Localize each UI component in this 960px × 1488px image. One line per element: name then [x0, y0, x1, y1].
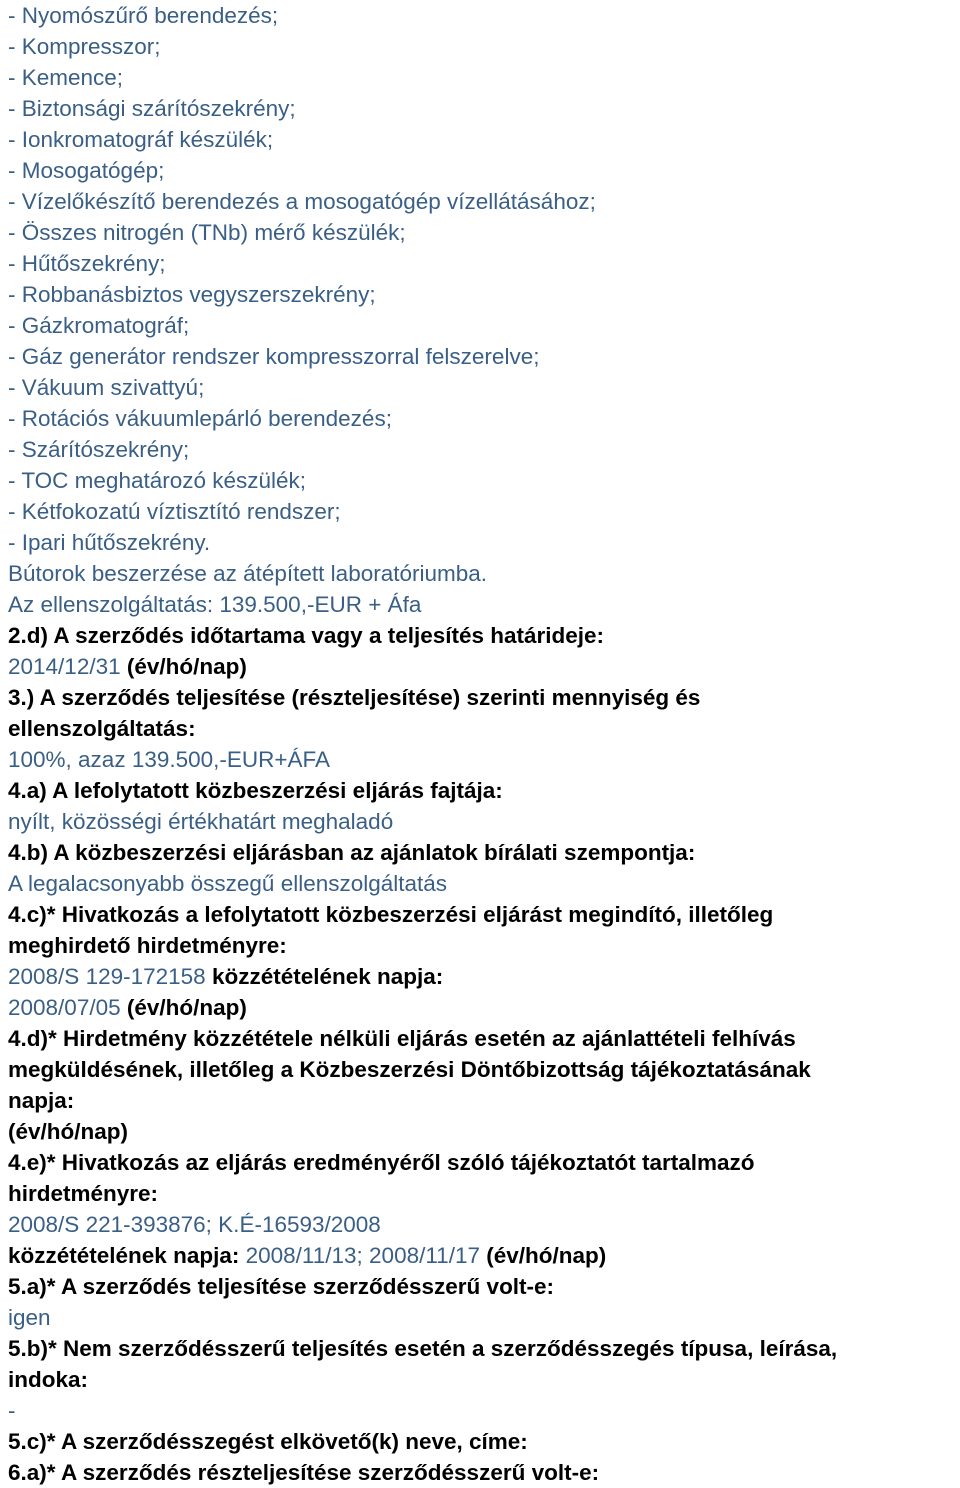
- list-item: - Kompresszor;: [8, 34, 161, 59]
- section-5a-label: 5.a)* A szerződés teljesítése szerződésszerű volt-e:: [8, 1274, 555, 1299]
- list-item: - Ionkromatográf készülék;: [8, 127, 274, 152]
- list-item: - Kemence;: [8, 65, 124, 90]
- list-item: - Rotációs vákuumlepárló berendezés;: [8, 406, 392, 431]
- section-4d-label-line1: 4.d)* Hirdetmény közzététele nélküli eljárás esetén az ajánlattételi felhívás: [8, 1026, 796, 1051]
- date-format-hint: (év/hó/nap): [479, 1243, 607, 1268]
- section-3-value: 100%, azaz 139.500,-EUR+ÁFA: [8, 747, 331, 772]
- list-item: - Hűtőszekrény;: [8, 251, 166, 276]
- list-item: - Gázkromatográf;: [8, 313, 190, 338]
- date-format-hint: (év/hó/nap): [8, 1119, 129, 1144]
- list-item: - Ipari hűtőszekrény.: [8, 530, 211, 555]
- list-item: - Összes nitrogén (TNb) mérő készülék;: [8, 220, 406, 245]
- section-4c-label-line1: 4.c)* Hivatkozás a lefolytatott közbeszerzési eljárást megindító, illetőleg: [8, 902, 774, 927]
- section-2d-label: 2.d) A szerződés időtartama vagy a teljesítés határideje:: [8, 623, 605, 648]
- section-6a-label: 6.a)* A szerződés részteljesítése szerződésszerű volt-e:: [8, 1460, 600, 1485]
- section-4d-label-line2: megküldésének, illetőleg a Közbeszerzési Döntőbizottság tájékoztatásának: [8, 1057, 811, 1082]
- list-item: - Szárítószekrény;: [8, 437, 190, 462]
- section-4e-ref: 2008/S 221-393876; K.É-16593/2008: [8, 1212, 381, 1237]
- section-3-label-line1: 3.) A szerződés teljesítése (részteljesítése) szerinti mennyiség és: [8, 685, 701, 710]
- section-4e-label-line2: hirdetményre:: [8, 1181, 159, 1206]
- section-5b-label-line1: 5.b)* Nem szerződésszerű teljesítés esetén a szerződésszegés típusa, leírása,: [8, 1336, 838, 1361]
- list-item: - Nyomószűrő berendezés;: [8, 3, 279, 28]
- list-item: - Kétfokozatú víztisztító rendszer;: [8, 499, 341, 524]
- section-4e-date-line: [8, 1240, 958, 1271]
- consideration-line: Az ellenszolgáltatás: 139.500,-EUR + Áfa: [8, 592, 422, 617]
- section-4e-pub-label: közzétételének napja:: [8, 1243, 246, 1268]
- document-body: [8, 0, 958, 1488]
- list-item: - Vákuum szivattyú;: [8, 375, 205, 400]
- list-item: - Gáz generátor rendszer kompresszorral felszerelve;: [8, 344, 540, 369]
- section-4d-label-line3: napja:: [8, 1088, 75, 1113]
- section-5b-value: -: [8, 1398, 16, 1423]
- section-4c-pub-label: közzétételének napja:: [205, 964, 444, 989]
- section-5b-label-line2: indoka:: [8, 1367, 89, 1392]
- section-2d-date: 2014/12/31: [8, 654, 121, 679]
- list-item: - Vízelőkészítő berendezés a mosogatógép vízellátásához;: [8, 189, 596, 214]
- section-2d-value-line: [8, 651, 958, 682]
- section-4e-dates: 2008/11/13; 2008/11/17: [245, 1243, 480, 1268]
- section-4c-date: 2008/07/05: [8, 995, 121, 1020]
- list-item: - Robbanásbiztos vegyszerszekrény;: [8, 282, 376, 307]
- section-4b-value: A legalacsonyabb összegű ellenszolgáltatás: [8, 871, 448, 896]
- date-format-hint: (év/hó/nap): [120, 654, 247, 679]
- section-4e-label-line1: 4.e)* Hivatkozás az eljárás eredményéről szóló tájékoztatót tartalmazó: [8, 1150, 755, 1175]
- date-format-hint: (év/hó/nap): [120, 995, 247, 1020]
- section-4c-label-line2: meghirdető hirdetményre:: [8, 933, 287, 958]
- section-5c-label: 5.c)* A szerződésszegést elkövető(k) neve, címe:: [8, 1429, 528, 1454]
- section-4c-ref: 2008/S 129-172158: [8, 964, 206, 989]
- list-item: - Mosogatógép;: [8, 158, 165, 183]
- section-4a-label: 4.a) A lefolytatott közbeszerzési eljárás fajtája:: [8, 778, 503, 803]
- section-4c-ref-line: [8, 961, 958, 992]
- section-3-label-line2: ellenszolgáltatás:: [8, 716, 196, 741]
- list-item: - Biztonsági szárítószekrény;: [8, 96, 296, 121]
- furniture-line: Bútorok beszerzése az átépített laboratóriumba.: [8, 561, 488, 586]
- section-4b-label: 4.b) A közbeszerzési eljárásban az ajánlatok bírálati szempontja:: [8, 840, 696, 865]
- section-5a-value: igen: [8, 1305, 51, 1330]
- list-item: - TOC meghatározó készülék;: [8, 468, 307, 493]
- section-4c-date-line: [8, 992, 958, 1023]
- section-4a-value: nyílt, közösségi értékhatárt meghaladó: [8, 809, 394, 834]
